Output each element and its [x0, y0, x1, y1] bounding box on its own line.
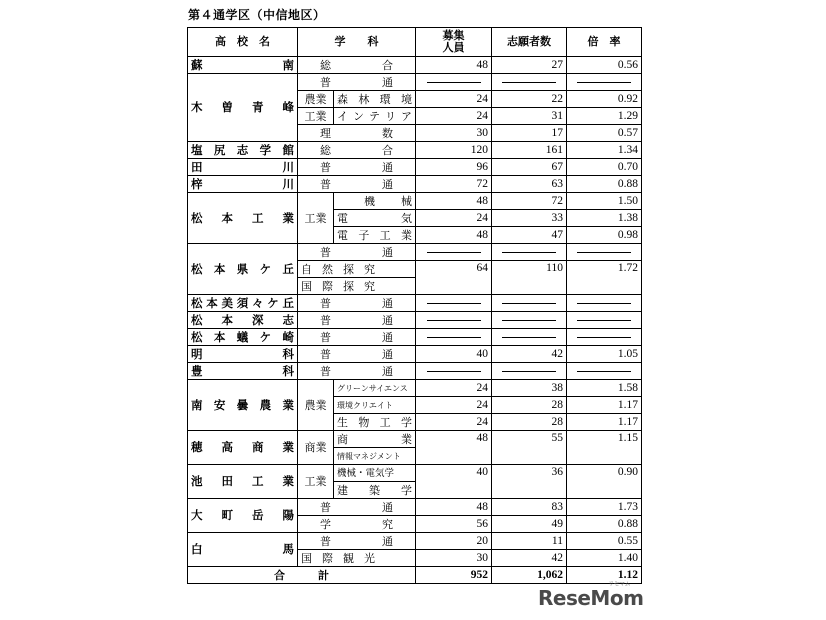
dept-group: 商業	[298, 431, 334, 465]
dept-group: 工業	[298, 193, 334, 244]
capacity-cell: 40	[416, 465, 492, 499]
school-name: 白馬	[188, 533, 298, 567]
ratio-cell: 1.29	[567, 108, 642, 125]
capacity-cell	[416, 363, 492, 380]
applicants-cell: 42	[492, 346, 567, 363]
school-name: 松本美須々ケ丘	[188, 295, 298, 312]
dash-mark	[577, 82, 631, 83]
ratio-cell: 0.55	[567, 533, 642, 550]
dash-mark	[502, 337, 556, 338]
dash-mark	[502, 82, 556, 83]
dash-mark	[577, 252, 631, 253]
dept-group: 工業	[298, 465, 334, 499]
applicants-cell: 28	[492, 414, 567, 431]
dept-name: 建築学	[334, 482, 416, 499]
dept-name: 森林環境	[334, 91, 416, 108]
dash-mark	[502, 252, 556, 253]
dept-name: 自然探究	[298, 261, 416, 278]
ratio-cell: 1.50	[567, 193, 642, 210]
header-capacity-text: 募集 人員	[442, 29, 465, 54]
ratio-cell: 0.88	[567, 516, 642, 533]
ratio-cell: 1.72	[567, 261, 642, 295]
ratio-cell: 1.73	[567, 499, 642, 516]
applicants-cell: 49	[492, 516, 567, 533]
dept-name: 総合	[298, 57, 416, 74]
applicants-cell: 110	[492, 261, 567, 295]
table-row	[188, 74, 642, 91]
ratio-cell	[567, 74, 642, 91]
applicants-cell: 47	[492, 227, 567, 244]
dept-name: 普通	[298, 176, 416, 193]
ratio-cell: 1.58	[567, 380, 642, 397]
capacity-cell: 24	[416, 397, 492, 414]
dash-mark	[577, 371, 631, 372]
dash-mark	[502, 320, 556, 321]
dept-name: 電子工業	[334, 227, 416, 244]
ratio-cell: 1.05	[567, 346, 642, 363]
capacity-cell: 24	[416, 108, 492, 125]
dept-name: 国際探究	[298, 278, 416, 295]
dept-name: 機械・電気学	[334, 465, 416, 482]
table-row	[188, 193, 642, 210]
applicants-cell: 55	[492, 431, 567, 465]
ratio-cell: 0.70	[567, 159, 642, 176]
applicants-cell	[492, 329, 567, 346]
applicant-table	[187, 27, 642, 584]
table-row	[188, 57, 642, 74]
dash-mark	[427, 303, 481, 304]
dept-name: 普通	[298, 295, 416, 312]
dept-name: 普通	[298, 346, 416, 363]
applicants-cell: 27	[492, 57, 567, 74]
ratio-cell: 0.88	[567, 176, 642, 193]
total-ratio: 1.12	[567, 567, 642, 584]
capacity-cell: 64	[416, 261, 492, 295]
capacity-cell: 24	[416, 91, 492, 108]
applicants-cell: 161	[492, 142, 567, 159]
table-row	[188, 312, 642, 329]
dept-name: グリーンサイエンス	[334, 380, 416, 397]
total-capacity: 952	[416, 567, 492, 584]
dept-name: 総合	[298, 142, 416, 159]
ratio-cell: 1.17	[567, 397, 642, 414]
school-name: 蘇南	[188, 57, 298, 74]
ratio-cell	[567, 329, 642, 346]
capacity-cell: 30	[416, 125, 492, 142]
ratio-cell	[567, 244, 642, 261]
total-row	[188, 567, 642, 584]
capacity-cell	[416, 329, 492, 346]
dash-mark	[577, 303, 631, 304]
total-applicants: 1,062	[492, 567, 567, 584]
school-name: 松本県ケ丘	[188, 244, 298, 295]
table-row	[188, 363, 642, 380]
dash-mark	[427, 320, 481, 321]
school-name: 梓川	[188, 176, 298, 193]
applicants-cell: 36	[492, 465, 567, 499]
capacity-cell: 96	[416, 159, 492, 176]
table-row	[188, 329, 642, 346]
school-name: 松本工業	[188, 193, 298, 244]
ratio-cell: 0.92	[567, 91, 642, 108]
capacity-cell: 48	[416, 193, 492, 210]
applicants-cell: 83	[492, 499, 567, 516]
capacity-cell: 40	[416, 346, 492, 363]
school-name: 大町岳陽	[188, 499, 298, 533]
applicants-cell: 11	[492, 533, 567, 550]
total-label: 合 計	[188, 567, 416, 584]
applicants-cell	[492, 363, 567, 380]
header-capacity	[416, 28, 492, 57]
capacity-cell: 120	[416, 142, 492, 159]
header-dept: 学 科	[298, 28, 416, 57]
table-row	[188, 499, 642, 516]
dept-group: 農業	[298, 91, 334, 108]
table-row	[188, 159, 642, 176]
capacity-cell: 48	[416, 431, 492, 465]
school-name: 豊科	[188, 363, 298, 380]
applicants-cell	[492, 312, 567, 329]
page-title: 第４通学区（中信地区）	[188, 8, 326, 22]
applicants-cell: 33	[492, 210, 567, 227]
ratio-cell: 0.57	[567, 125, 642, 142]
ratio-cell: 1.40	[567, 550, 642, 567]
applicants-cell: 28	[492, 397, 567, 414]
table-row	[188, 380, 642, 397]
capacity-cell: 56	[416, 516, 492, 533]
dept-name: 普通	[298, 533, 416, 550]
resemom-logo	[538, 581, 644, 610]
school-name: 松本深志	[188, 312, 298, 329]
dash-mark	[427, 337, 481, 338]
logo-brand: ReseMom	[538, 586, 644, 610]
applicants-cell: 63	[492, 176, 567, 193]
capacity-cell	[416, 295, 492, 312]
table-row	[188, 295, 642, 312]
dept-name: 普通	[298, 74, 416, 91]
school-name: 南安曇農業	[188, 380, 298, 431]
dash-mark	[427, 252, 481, 253]
dept-group: 工業	[298, 108, 334, 125]
applicants-cell: 67	[492, 159, 567, 176]
applicants-cell	[492, 295, 567, 312]
table-row	[188, 176, 642, 193]
applicants-cell: 31	[492, 108, 567, 125]
ratio-cell: 0.90	[567, 465, 642, 499]
capacity-cell	[416, 312, 492, 329]
dept-name: 理数	[298, 125, 416, 142]
ratio-cell: 1.17	[567, 414, 642, 431]
applicants-cell: 38	[492, 380, 567, 397]
dash-mark	[427, 82, 481, 83]
school-name: 田川	[188, 159, 298, 176]
school-name: 池田工業	[188, 465, 298, 499]
capacity-cell: 24	[416, 414, 492, 431]
dept-name: インテリア	[334, 108, 416, 125]
dept-name: 生物工学	[334, 414, 416, 431]
header-school: 高 校 名	[188, 28, 298, 57]
dept-name: 普通	[298, 329, 416, 346]
school-name: 明科	[188, 346, 298, 363]
table-row	[188, 142, 642, 159]
dept-name: 学究	[298, 516, 416, 533]
capacity-cell: 48	[416, 499, 492, 516]
school-name: 松本蟻ケ崎	[188, 329, 298, 346]
ratio-cell: 1.15	[567, 431, 642, 465]
dept-name: 普通	[298, 312, 416, 329]
dash-mark	[427, 371, 481, 372]
capacity-cell	[416, 244, 492, 261]
dept-name: 普通	[298, 244, 416, 261]
ratio-cell	[567, 312, 642, 329]
school-name: 木曽青峰	[188, 74, 298, 142]
school-name: 穂高商業	[188, 431, 298, 465]
applicants-cell	[492, 244, 567, 261]
dept-name: 商業	[334, 431, 416, 448]
table-row	[188, 346, 642, 363]
capacity-cell: 72	[416, 176, 492, 193]
dept-name: 国際観光	[298, 550, 416, 567]
ratio-cell: 1.38	[567, 210, 642, 227]
ratio-cell: 0.56	[567, 57, 642, 74]
table-row	[188, 465, 642, 482]
header-applicants: 志願者数	[492, 28, 567, 57]
dash-mark	[502, 303, 556, 304]
dept-name: 機械	[334, 193, 416, 210]
applicants-cell: 72	[492, 193, 567, 210]
capacity-cell: 48	[416, 227, 492, 244]
capacity-cell	[416, 74, 492, 91]
capacity-cell: 24	[416, 380, 492, 397]
capacity-cell: 24	[416, 210, 492, 227]
applicants-cell: 17	[492, 125, 567, 142]
applicants-cell	[492, 74, 567, 91]
dept-group: 農業	[298, 380, 334, 431]
table-row	[188, 244, 642, 261]
applicants-cell: 42	[492, 550, 567, 567]
capacity-cell: 48	[416, 57, 492, 74]
logo-sub: リセマム	[608, 581, 630, 588]
school-name: 塩尻志学館	[188, 142, 298, 159]
ratio-cell: 1.34	[567, 142, 642, 159]
ratio-cell	[567, 363, 642, 380]
ratio-cell: 0.98	[567, 227, 642, 244]
dept-name: 電気	[334, 210, 416, 227]
header-ratio: 倍 率	[567, 28, 642, 57]
table-row	[188, 533, 642, 550]
dash-mark	[502, 371, 556, 372]
capacity-cell: 30	[416, 550, 492, 567]
dept-name: 普通	[298, 363, 416, 380]
dash-mark	[577, 320, 631, 321]
dept-name: 普通	[298, 159, 416, 176]
ratio-cell	[567, 295, 642, 312]
dept-name: 環境クリエイト	[334, 397, 416, 414]
applicants-cell: 22	[492, 91, 567, 108]
dept-name: 普通	[298, 499, 416, 516]
capacity-cell: 20	[416, 533, 492, 550]
dash-mark	[577, 337, 631, 338]
table-row	[188, 431, 642, 448]
dept-name: 情報マネジメント	[334, 448, 416, 465]
